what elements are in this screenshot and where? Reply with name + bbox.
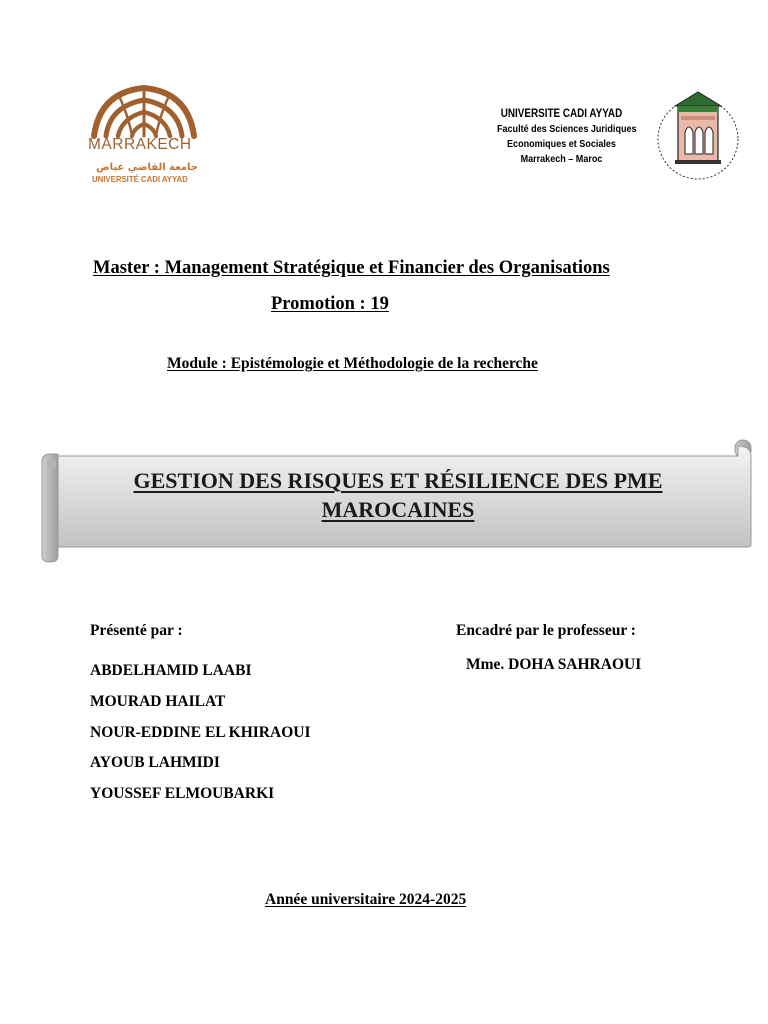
faculty-header-line: Economiques et Sociales [507, 138, 616, 150]
logo-wordmark: MARRAKECH [88, 136, 192, 153]
module-title: Module : Epistémologie et Méthodologie de la recherche [167, 355, 538, 372]
faculty-seal-icon [653, 84, 743, 194]
professor-name: Mme. DOHA SAHRAOUI [466, 656, 642, 673]
document-title-line: MAROCAINES [321, 497, 475, 522]
document-title [98, 466, 698, 524]
document-title-line: GESTION DES RISQUES ET RÉSILIENCE DES PME [133, 468, 663, 493]
presented-by-label: Présenté par : [90, 622, 183, 639]
supervised-by-label: Encadré par le professeur : [456, 622, 636, 639]
faculty-header-line: Marrakech – Maroc [520, 153, 603, 165]
student-name: ABDELHAMID LAABI [90, 662, 252, 679]
faculty-seal [653, 84, 743, 194]
university-logo [88, 84, 200, 188]
faculty-header-line: Faculté des Sciences Juridiques [497, 123, 637, 135]
academic-year: Année universitaire 2024-2025 [265, 891, 467, 908]
faculty-header-line: UNIVERSITE CADI AYYAD [500, 108, 623, 120]
student-list [90, 656, 310, 810]
logo-university-name: UNIVERSITÉ CADI AYYAD [92, 175, 188, 184]
student-name: YOUSSEF ELMOUBARKI [90, 785, 275, 803]
master-title: Master : Management Stratégique et Financier des Organisations [93, 258, 610, 278]
logo-arabic-name: جامعة القاضي عياض [96, 162, 198, 173]
student-name: AYOUB LAHMIDI [90, 754, 220, 772]
student-name: MOURAD HAILAT [90, 692, 226, 710]
palm-arch-icon [88, 84, 200, 140]
promotion: Promotion : 19 [271, 294, 389, 314]
student-name: NOUR-EDDINE EL KHIRAOUI [90, 723, 311, 741]
faculty-header [497, 107, 637, 167]
title-banner [38, 438, 754, 568]
